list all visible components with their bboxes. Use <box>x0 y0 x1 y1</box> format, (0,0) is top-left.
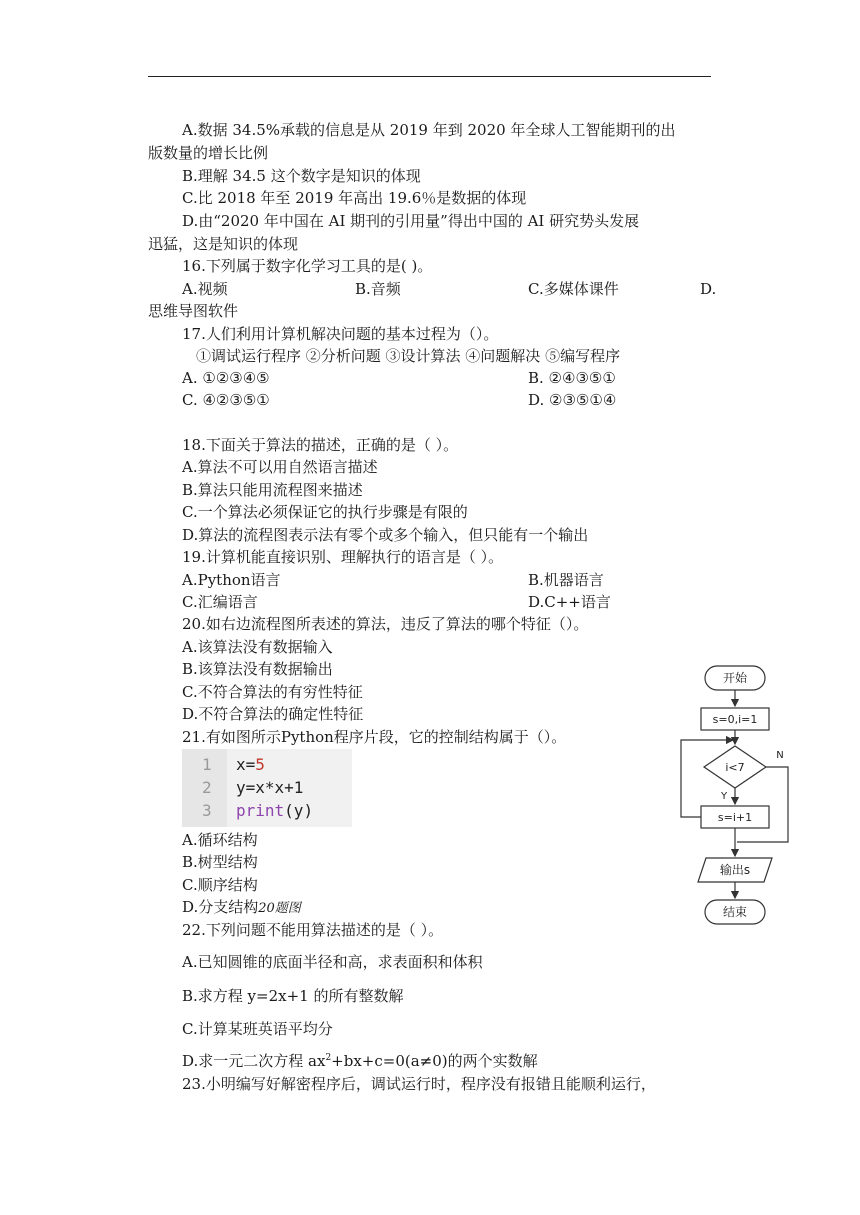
q20-option-a: A.该算法没有数据输入 <box>182 638 333 656</box>
line-number: 3 <box>202 801 212 820</box>
flow-output-label: 输出s <box>719 863 751 877</box>
q20-option-d: D.不符合算法的确定性特征 <box>182 705 364 723</box>
q16-option-a: A.视频 <box>182 280 228 298</box>
q18-option-b: B.算法只能用流程图来描述 <box>182 481 363 499</box>
flow-start-label: 开始 <box>722 671 748 685</box>
flowchart <box>670 660 800 930</box>
q22-stem: 22.下列问题不能用算法描述的是（ ）。 <box>182 921 444 939</box>
q15-option-c: C.比 2018 年至 2019 年高出 19.6％是数据的体现 <box>182 189 527 207</box>
code-text: y=x*x+1 <box>236 778 304 797</box>
q22-option-d <box>182 1051 538 1071</box>
flow-no-label: N <box>776 750 784 761</box>
q17-steps: ①调试运行程序 ②分析问题 ③设计算法 ④问题解决 ⑤编写程序 <box>196 347 621 365</box>
flow-step-label: s=i+1 <box>717 811 753 824</box>
code-keyword: print <box>236 801 285 820</box>
q22-option-c: C.计算某班英语平均分 <box>182 1020 333 1038</box>
q17-option-d: D. ②③⑤①④ <box>528 391 617 409</box>
q15-option-b: B.理解 34.5 这个数字是知识的体现 <box>182 167 421 185</box>
q17-option-a: A. ①②③④⑤ <box>182 369 270 387</box>
figure-caption: 20题图 <box>258 901 301 916</box>
q19-option-c: C.汇编语言 <box>182 593 258 611</box>
q21-option-d-text: D.分支结构 <box>182 898 259 916</box>
q18-option-a: A.算法不可以用自然语言描述 <box>182 458 378 476</box>
flow-end-label: 结束 <box>722 905 748 919</box>
q19-option-d: D.C++语言 <box>528 593 611 611</box>
code-text: x= <box>236 755 256 774</box>
q22-option-d-post: +bx+c=0(a≠0)的两个实数解 <box>331 1052 538 1070</box>
q19-stem: 19.计算机能直接识别、理解执行的语言是（ ）。 <box>182 548 504 566</box>
q15-option-a-line2: 版数量的增长比例 <box>148 144 269 162</box>
q21-option-a: A.循环结构 <box>182 831 258 849</box>
line-number: 2 <box>202 778 212 797</box>
q21-option-c: C.顺序结构 <box>182 876 258 894</box>
flow-cond-label: i<7 <box>725 761 745 774</box>
q18-stem: 18.下面关于算法的描述，正确的是（ ）。 <box>182 436 459 454</box>
q17-option-b: B. ②④③⑤① <box>528 369 616 387</box>
q18-option-c: C.一个算法必须保证它的执行步骤是有限的 <box>182 503 468 521</box>
flow-yes-label: Y <box>720 791 728 802</box>
q20-stem: 20.如右边流程图所表述的算法，违反了算法的哪个特征（）。 <box>182 615 589 633</box>
q15-option-d-line2: 迅猛，这是知识的体现 <box>148 235 299 253</box>
q22-option-b: B.求方程 y=2x+1 的所有整数解 <box>182 987 404 1005</box>
exponent: 2 <box>325 1053 332 1063</box>
code-number: 5 <box>255 755 265 774</box>
q21-option-b: B.树型结构 <box>182 853 258 871</box>
q16-option-d-label: D. <box>700 280 717 298</box>
q15-option-a-line1: A.数据 34.5%承载的信息是从 2019 年到 2020 年全球人工智能期刊的出 <box>182 121 676 139</box>
flow-init-label: s=0,i=1 <box>712 713 758 726</box>
q16-option-d-text: 思维导图软件 <box>148 302 239 320</box>
q15-option-d-line1: D.由“2020 年中国在 AI 期刊的引用量”得出中国的 AI 研究势头发展 <box>182 212 640 230</box>
python-code-snippet <box>182 749 352 827</box>
q17-stem: 17.人们利用计算机解决问题的基本过程为（）。 <box>182 325 499 343</box>
q16-option-b: B.音频 <box>355 280 401 298</box>
q20-option-c: C.不符合算法的有穷性特征 <box>182 683 363 701</box>
q22-option-a: A.已知圆锥的底面半径和高，求表面积和体积 <box>182 953 483 971</box>
q21-option-d <box>182 897 301 919</box>
q21-stem: 21.有如图所示Python程序片段，它的控制结构属于（）。 <box>182 728 567 746</box>
q23-stem: 23.小明编写好解密程序后，调试运行时，程序没有报错且能顺利运行， <box>182 1075 656 1093</box>
q19-option-b: B.机器语言 <box>528 571 604 589</box>
q18-option-d: D.算法的流程图表示法有零个或多个输入，但只能有一个输出 <box>182 526 589 544</box>
code-text: (y) <box>284 801 314 820</box>
q16-stem: 16.下列属于数字化学习工具的是( )。 <box>182 257 433 275</box>
q19-option-a: A.Python语言 <box>182 571 281 589</box>
q20-option-b: B.该算法没有数据输出 <box>182 660 333 678</box>
q17-option-c: C. ④②③⑤① <box>182 391 270 409</box>
header-rule <box>148 76 711 77</box>
line-number: 1 <box>202 755 212 774</box>
q22-option-d-pre: D.求一元二次方程 ax <box>182 1052 326 1070</box>
q16-option-c: C.多媒体课件 <box>528 280 619 298</box>
